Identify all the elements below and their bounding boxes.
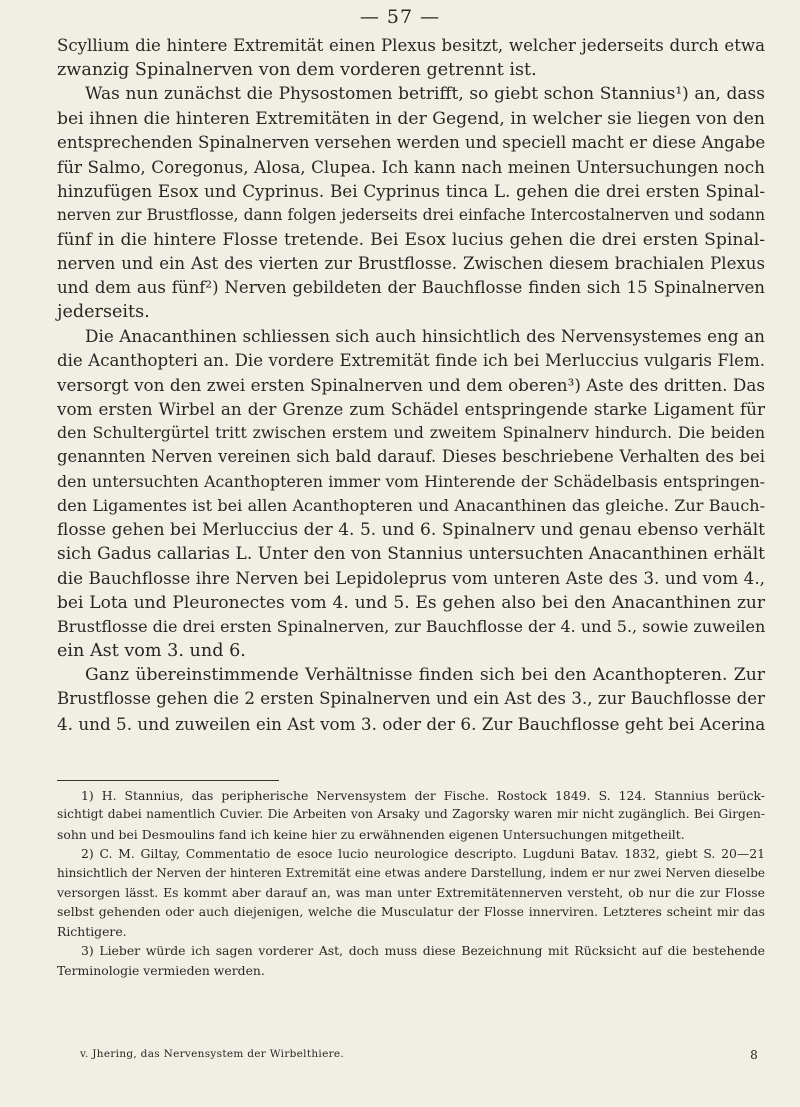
body-line: die Bauchflosse ihre Nerven bei Lepidoleprus vom unteren Aste des 3. und vom 4., (57, 568, 765, 589)
footnote-line: sichtigt dabei namentlich Cuvier. Die Arbeiten von Arsaky und Zagorsky waren mir nicht zugänglich. Bei Girgen- (57, 807, 765, 822)
footnote-line: sohn und bei Desmoulins fand ich keine hier zu erwähnenden eigenen Untersuchungen mitgetheilt. (57, 826, 685, 842)
body-line: Die Anacanthinen schliessen sich auch hinsichtlich des Nervensystemes eng an (85, 326, 765, 347)
footnote-line: 2) C. M. Giltay, Commentatio de esoce lucio neurologice descripto. Lugduni Batav. 1832, giebt S. 20—21 (81, 846, 765, 862)
body-line: fünf in die hintere Flosse tretende. Bei Esox lucius gehen die drei ersten Spinal- (57, 229, 765, 250)
body-line: hinzufügen Esox und Cyprinus. Bei Cyprinus tinca L. gehen die drei ersten Spinal- (57, 181, 765, 202)
footnote-line: hinsichtlich der Nerven der hinteren Extremität eine etwas andere Darstellung, indem er nur zwei Nerven dieselbe (57, 865, 765, 880)
body-line: die Acanthopteri an. Die vordere Extremität finde ich bei Merluccius vulgaris Flem. (57, 350, 765, 370)
body-line: versorgt von den zwei ersten Spinalnerven und dem oberen³) Aste des dritten. Das (57, 374, 765, 395)
body-line: für Salmo, Coregonus, Alosa, Clupea. Ich kann nach meinen Untersuchungen noch (57, 157, 765, 178)
footnote-line: 3) Lieber würde ich sagen vorderer Ast, doch muss diese Bezeichnung mit Rücksicht auf die bestehende (81, 943, 765, 959)
body-line: sich Gadus callarias L. Unter den von Stannius untersuchten Anacanthinen erhält (57, 544, 765, 565)
signature-mark: 8 (750, 1048, 758, 1062)
body-line: Ganz übereinstimmende Verhältnisse finden sich bei den Acanthopteren. Zur (85, 665, 765, 686)
footnote-line: 1) H. Stannius, das peripherische Nervensystem der Fische. Rostock 1849. S. 124. Stannius berück- (81, 788, 765, 803)
footer-text: v. Jhering, das Nervensystem der Wirbelthiere. (80, 1048, 345, 1060)
body-line: genannten Nerven vereinen sich bald darauf. Dieses beschriebene Verhalten des bei (57, 447, 765, 467)
body-line: Brustflosse die drei ersten Spinalnerven, zur Bauchflosse der 4. und 5., sowie zuweilen (57, 616, 766, 636)
body-text (57, 34, 765, 736)
footnote-divider (57, 780, 279, 781)
body-line: nerven und ein Ast des vierten zur Brustflosse. Zwischen diesem brachialen Plexus (57, 253, 765, 273)
body-line: und dem aus fünf²) Nerven gebildeten der Bauchflosse finden sich 15 Spinalnerven (57, 278, 765, 298)
body-line: Brustflosse gehen die 2 ersten Spinalnerven und ein Ast des 3., zur Bauchflosse der (57, 689, 765, 709)
footnote-line: Terminologie vermieden werden. (57, 962, 265, 978)
body-line: jederseits. (57, 302, 150, 323)
body-line: Was nun zunächst die Physostomen betrifft, so giebt schon Stannius¹) an, dass (85, 84, 765, 105)
body-line: bei ihnen die hinteren Extremitäten in der Gegend, in welcher sie liegen von den (57, 108, 765, 129)
body-line: zwanzig Spinalnerven von dem vorderen getrennt ist. (57, 60, 537, 81)
body-line: flosse gehen bei Merluccius der 4. 5. und 6. Spinalnerv und genau ebenso verhält (57, 520, 765, 541)
footnote-line: versorgen lässt. Es kommt aber darauf an, was man unter Extremitätennerven versteht, ob nur die zur Flosse (57, 885, 765, 901)
body-line: ein Ast vom 3. und 6. (57, 641, 246, 662)
body-line: den Ligamentes ist bei allen Acanthopteren und Anacanthinen das gleiche. Zur Bauch- (57, 495, 765, 515)
body-line: 4. und 5. und zuweilen ein Ast vom 3. oder der 6. Zur Bauchflosse geht bei Acerina (57, 713, 766, 734)
body-line: Scyllium die hintere Extremität einen Plexus besitzt, welcher jederseits durch etwa (57, 36, 765, 55)
page-footer (80, 1048, 758, 1060)
body-line: den Schultergürtel tritt zwischen erstem und zweitem Spinalnerv hindurch. Die beiden (57, 423, 765, 443)
footnote-line: selbst gehenden oder auch diejenigen, welche die Musculatur der Flosse innerviren. Letzteres scheint mir das (57, 904, 765, 920)
body-line: bei Lota und Pleuronectes vom 4. und 5. Es gehen also bei den Anacanthinen zur (57, 592, 765, 613)
body-line: entsprechenden Spinalnerven versehen werden und speciell macht er diese Angabe (57, 132, 766, 152)
footnote-line: Richtigere. (57, 923, 127, 939)
footnotes (57, 786, 765, 980)
body-line: nerven zur Brustflosse, dann folgen jederseits drei einfache Intercostalnerven und sodann (57, 206, 765, 225)
page-number: — 57 — (359, 6, 441, 28)
body-line: den untersuchten Acanthopteren immer vom Hinterende der Schädelbasis entspringen- (57, 471, 765, 491)
body-line: vom ersten Wirbel an der Grenze zum Schädel entspringende starke Ligament für (57, 399, 765, 420)
